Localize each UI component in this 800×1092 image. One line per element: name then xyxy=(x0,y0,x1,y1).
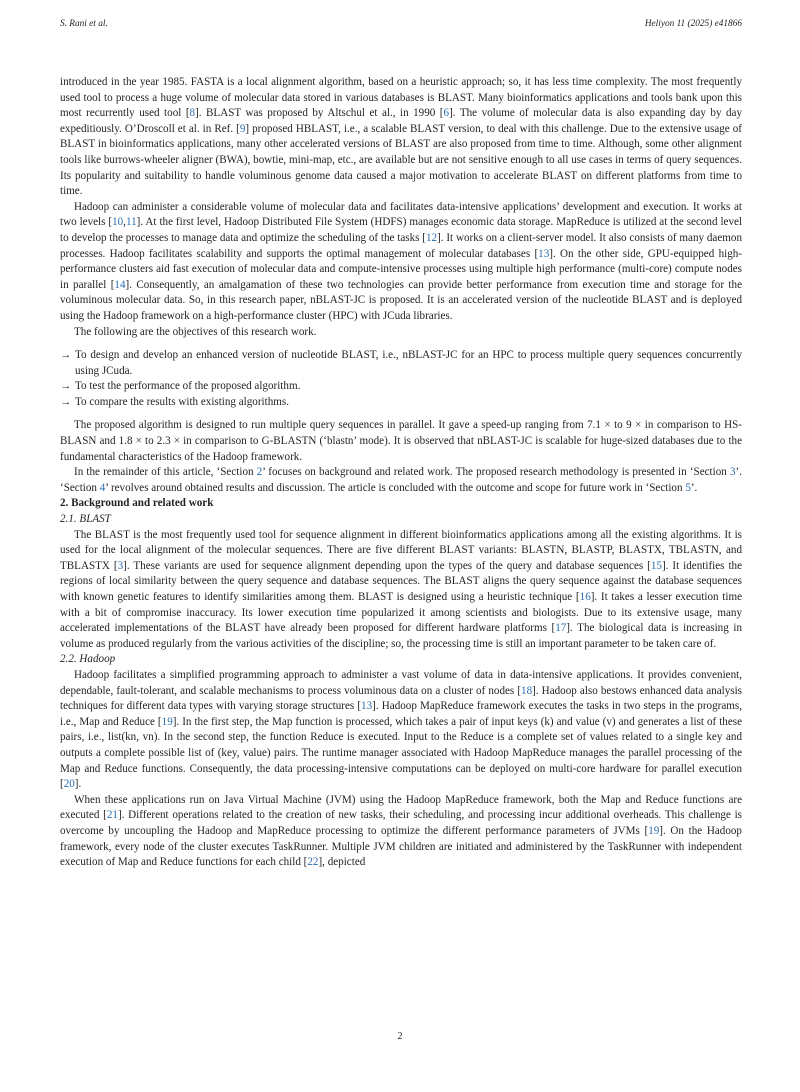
arrow-icon: → xyxy=(60,380,72,393)
citation-link[interactable]: 14 xyxy=(114,278,126,291)
paragraph: Hadoop facilitates a simplified programming approach to administer a vast volume of data in data-intensive applications. It provides convenient, dependable, fault-tolerant, and scalable mechanisms to process voluminous data on a cluster of nodes [18]. Hadoop also bestows enhanced data analysis techniques for different data types with varying storage structures [13]. Hadoop MapReduce framework executes the tasks in two steps in the programs, i.e., Map and Reduce [19]. In the first step, the Map function is processed, which takes a pair of input keys (k) and value (v) and generates a list of these pairs, i.e., list(kn, vn). In the second step, the function Reduce is executed. Input to the Reduce is a complete set of values related to a single key and outputs a complete possible list of (key, value) pairs. The runtime manager associated with Hadoop MapReduce manages the parallel processing of the Map and Reduce functions. Consequently, the data processing-intensive computations can be deployed on multi-core hardware for parallel execution [20]. xyxy=(60,668,743,791)
citation-link[interactable]: 16 xyxy=(579,591,591,603)
arrow-icon: → xyxy=(60,395,72,408)
list-item: → To compare the results with existing algorithms. xyxy=(60,395,742,411)
paragraph: The BLAST is the most frequently used tool for sequence alignment in different bioinformatics applications among all the existing algorithms. It is used for the local alignment of the molecular sequences. There are five different BLAST variants: BLASTN, BLASTP, BLASTX, TBLASTN, and TBLASTX [3]. These variants are used for sequence alignment depending upon the types of the query and database sequences [15]. It identifies the regions of local similarity between the query sequence and database sequences. The BLAST aligns the query sequence against the database sequences with known genetic features to identify similarities among them. BLAST is designed using a heuristic technique [16]. It takes a lesser execution time with a bit of compromise inaccuracy. Its lower execution time popularized it among scientists and biologists. Due to its extensive usage, many accelerated implementations of the BLAST have already been proposed for different hardware platforms [17]. The biological data is increasing in volume as produced regularly from the various activities of the discipline; so, the processing time is still an important parameter to be taken care of. xyxy=(60,528,743,650)
subsection-heading: 2.2. Hadoop xyxy=(60,653,116,666)
paragraph: The proposed algorithm is designed to run multiple query sequences in parallel. It gave a speed-up ranging from 7.1 × to 9 × in comparison to HS-BLASN and 1.8 × to 2.3 × in comparison to G-BLASTN (‘blastn’ mode). It is observed that nBLAST-JC is scalable for huge-sized databases due to the fundamental characteristics of the Hadoop framework. xyxy=(60,419,742,463)
citation-link[interactable]: 12 xyxy=(425,231,438,244)
paragraph: The following are the objectives of this research work. xyxy=(74,325,317,338)
page-number: 2 xyxy=(397,1031,403,1042)
section-heading: 2. Background and related work xyxy=(60,497,214,510)
header-journal: Heliyon 11 (2025) e41866 xyxy=(644,19,742,29)
subsection-heading: 2.1. BLAST xyxy=(60,513,111,526)
header-authors: S. Rani et al. xyxy=(60,19,108,29)
citation-link[interactable]: 17 xyxy=(555,622,567,635)
paragraph: introduced in the year 1985. FASTA is a local alignment algorithm, based on a heuristic approach; so, it has less time complexity. The most frequently used tool to process a huge volume of molecular data stored in various databases is BLAST. Many bioinformatics applications and tools bank upon this most recurrently used tool [8]. BLAST was proposed by Altschul et al., in 1990 [6]. The volume of molecular data is also expanding day by day expeditiously. O’Droscoll et al. in Ref. [9] proposed HBLAST, i.e., a scalable BLAST version, to deal with this challenge. Due to the extensive usage of BLAST in bioinformatics applications, many other accelerated versions of BLAST are also proposed from time to time. Although, some other alignment tools like burrows-wheeler aligner (BWA), bowtie, mini-map, etc., are available but are not sensitive enough to all use cases in terms of query sequences. Its popularity and suitability to handle voluminous genome data caused a major motivation to accelerate BLAST on different platforms from time to time. xyxy=(60,76,743,198)
section-link[interactable]: 3 xyxy=(729,466,736,479)
citation-link[interactable]: 8 xyxy=(189,107,196,120)
citation-link[interactable]: 19 xyxy=(648,824,660,837)
citation-link[interactable]: 9 xyxy=(239,122,246,135)
citation-link[interactable]: 11 xyxy=(125,216,137,229)
citation-link[interactable]: 21 xyxy=(106,809,118,822)
citation-link[interactable]: 18 xyxy=(521,684,533,697)
list-item: → To test the performance of the proposed algorithm. xyxy=(60,379,742,395)
paragraph: Hadoop can administer a considerable volume of molecular data and facilitates data-intensive applications’ development and execution. It works at two levels [10,11]. At the first level, Hadoop Distributed File System (HDFS) manages economic data storage. MapReduce is utilized at the second level to develop the processes to manage data and optimize the scheduling of the tasks [12]. It works on a client-server model. It also consists of many daemon processes. Hadoop facilitates scalability and supports the optimal management of molecular databases [13]. On the other side, GPU-equipped high-performance clusters aid fast execution of molecular data and compute-intensive processes using multiple high performance (multi-core) compute nodes in parallel [14]. Consequently, an amalgamation of these two technologies can provide better performance from execution time and storage for the voluminous molecular data. So, in this research paper, nBLAST-JC is proposed. It is an accelerated version of the nucleotide BLAST and is deployed using the Hadoop framework on a high-performance cluster (HPC) with JCuda libraries. xyxy=(60,200,743,322)
citation-link[interactable]: 22 xyxy=(307,856,319,869)
article-body xyxy=(60,75,742,871)
citation-link[interactable]: 19 xyxy=(161,715,173,728)
objectives-list xyxy=(60,348,742,410)
citation-link[interactable]: 13 xyxy=(361,700,373,713)
list-item: → To design and develop an enhanced version of nucleotide BLAST, i.e., nBLAST-JC for an HPC to process multiple query sequences concurrently using JCuda. xyxy=(60,349,742,377)
citation-link[interactable]: 15 xyxy=(650,559,662,572)
citation-link[interactable]: 13 xyxy=(538,247,550,260)
section-link[interactable]: 2 xyxy=(256,466,263,479)
arrow-icon: → xyxy=(60,349,72,362)
running-header xyxy=(60,19,742,33)
paragraph: When these applications run on Java Virtual Machine (JVM) using the Hadoop MapReduce framework, both the Map and Reduce functions are executed [21]. Different operations related to the creation of new tasks, their scheduling, and processing incur additional overheads. This challenge is overcome by uncoupling the Hadoop and MapReduce processing to optimize the different performance parameters of JVMs [19]. On the Hadoop framework, every node of the cluster executes TaskRunner. Multiple JVM children are initiated and administered by the TaskRunner with independent execution of Map and Reduce functions for each child [22], depicted xyxy=(60,793,742,869)
citation-link[interactable]: 20 xyxy=(63,778,75,791)
paragraph: In the remainder of this article, ‘Section 2’ focuses on background and related work. The proposed research methodology is presented in ‘Section 3’. ‘Section 4’ revolves around obtained results and discussion. The article is concluded with the outcome and scope for future work in ‘Section 5’. xyxy=(60,466,742,494)
section-link[interactable]: 5 xyxy=(685,481,691,494)
citation-link[interactable]: 6 xyxy=(443,107,450,120)
section-link[interactable]: 4 xyxy=(99,481,106,494)
citation-link[interactable]: 10 xyxy=(112,216,124,229)
citation-link[interactable]: 3 xyxy=(117,559,124,572)
